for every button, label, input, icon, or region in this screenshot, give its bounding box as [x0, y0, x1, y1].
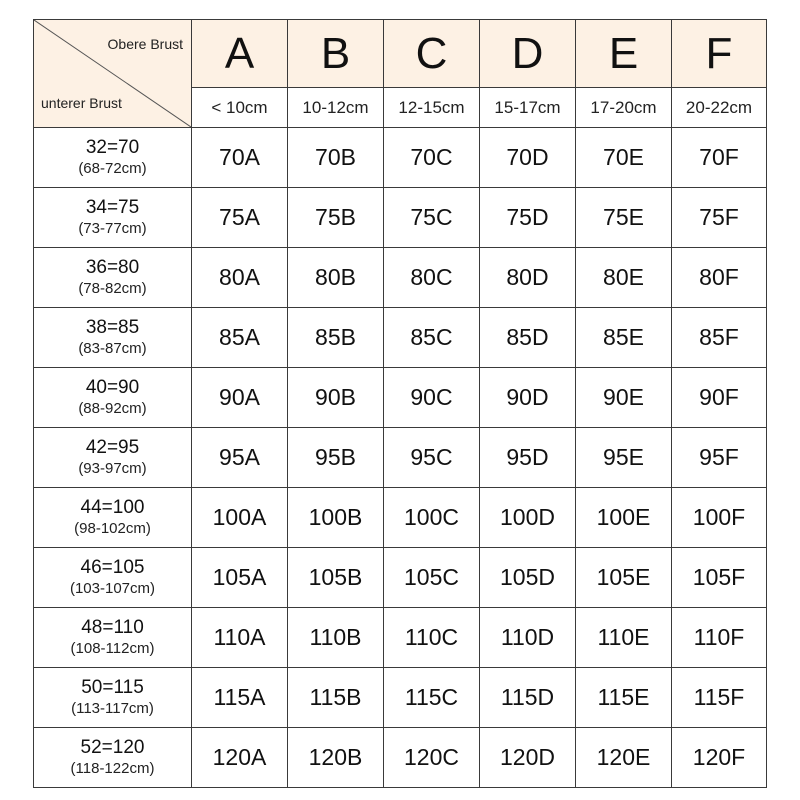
- band-range: (83-87cm): [78, 340, 147, 357]
- cup-letter-row: [34, 20, 767, 88]
- size-cell: 80B: [288, 248, 384, 308]
- band-size-cell: [34, 548, 192, 608]
- size-cell: 115A: [192, 668, 288, 728]
- band-size: 42=95: [85, 437, 140, 459]
- size-cell: 100C: [384, 488, 480, 548]
- band-size-cell: [34, 308, 192, 368]
- band-size-cell: [34, 248, 192, 308]
- band-range: (113-117cm): [71, 700, 154, 717]
- band-range: (103-107cm): [69, 580, 156, 597]
- table-row: [34, 128, 767, 188]
- band-size: 52=120: [80, 737, 145, 759]
- size-cell: 95A: [192, 428, 288, 488]
- size-cell: 70E: [576, 128, 672, 188]
- size-cell: 85F: [672, 308, 767, 368]
- size-cell: 90A: [192, 368, 288, 428]
- size-cell: 75C: [384, 188, 480, 248]
- cup-range: 15-17cm: [480, 88, 576, 128]
- size-cell: 70C: [384, 128, 480, 188]
- band-range: (93-97cm): [78, 460, 147, 477]
- size-cell: 115F: [672, 668, 767, 728]
- band-range: (78-82cm): [78, 280, 147, 297]
- size-cell: 95B: [288, 428, 384, 488]
- size-cell: 120F: [672, 728, 767, 788]
- size-cell: 105C: [384, 548, 480, 608]
- cup-letter: D: [480, 20, 576, 88]
- size-cell: 85A: [192, 308, 288, 368]
- cup-range: 17-20cm: [576, 88, 672, 128]
- size-cell: 85B: [288, 308, 384, 368]
- size-cell: 115E: [576, 668, 672, 728]
- cup-range: 10-12cm: [288, 88, 384, 128]
- under-bust-label: unterer Brust: [41, 95, 122, 111]
- size-cell: 90F: [672, 368, 767, 428]
- size-cell: 115C: [384, 668, 480, 728]
- table-row: [34, 608, 767, 668]
- size-cell: 100F: [672, 488, 767, 548]
- size-cell: 95D: [480, 428, 576, 488]
- band-range: (108-112cm): [70, 640, 155, 657]
- size-cell: 85C: [384, 308, 480, 368]
- cup-range: 20-22cm: [672, 88, 767, 128]
- size-cell: 105E: [576, 548, 672, 608]
- size-cell: 70F: [672, 128, 767, 188]
- size-cell: 120A: [192, 728, 288, 788]
- band-range: (73-77cm): [78, 220, 147, 237]
- cup-letter: C: [384, 20, 480, 88]
- band-size: 44=100: [80, 497, 145, 519]
- table-body: [34, 128, 767, 788]
- size-cell: 120D: [480, 728, 576, 788]
- bra-size-table: [33, 19, 767, 788]
- cup-letter: E: [576, 20, 672, 88]
- band-size: 36=80: [85, 257, 140, 279]
- size-cell: 90C: [384, 368, 480, 428]
- size-cell: 105F: [672, 548, 767, 608]
- size-cell: 85D: [480, 308, 576, 368]
- size-cell: 105D: [480, 548, 576, 608]
- size-cell: 100E: [576, 488, 672, 548]
- table-row: [34, 428, 767, 488]
- band-size-cell: [34, 128, 192, 188]
- size-cell: 115D: [480, 668, 576, 728]
- upper-bust-label: Obere Brust: [107, 36, 183, 52]
- size-cell: 90D: [480, 368, 576, 428]
- size-cell: 95C: [384, 428, 480, 488]
- size-cell: 80F: [672, 248, 767, 308]
- size-cell: 80C: [384, 248, 480, 308]
- size-cell: 120B: [288, 728, 384, 788]
- band-size: 34=75: [85, 197, 140, 219]
- band-size: 38=85: [85, 317, 140, 339]
- band-size-cell: [34, 728, 192, 788]
- size-cell: 95F: [672, 428, 767, 488]
- band-size-cell: [34, 368, 192, 428]
- cup-letter: A: [192, 20, 288, 88]
- size-cell: 80D: [480, 248, 576, 308]
- size-cell: 115B: [288, 668, 384, 728]
- table-row: [34, 368, 767, 428]
- table-row: [34, 308, 767, 368]
- table-row: [34, 668, 767, 728]
- size-cell: 100B: [288, 488, 384, 548]
- band-range: (88-92cm): [78, 400, 147, 417]
- cup-range: < 10cm: [192, 88, 288, 128]
- size-cell: 75B: [288, 188, 384, 248]
- table-header: [34, 20, 767, 128]
- band-size-cell: [34, 668, 192, 728]
- table-row: [34, 188, 767, 248]
- size-cell: 110D: [480, 608, 576, 668]
- size-cell: 110C: [384, 608, 480, 668]
- cup-letter: F: [672, 20, 767, 88]
- table-row: [34, 488, 767, 548]
- size-cell: 80E: [576, 248, 672, 308]
- size-cell: 80A: [192, 248, 288, 308]
- size-cell: 75D: [480, 188, 576, 248]
- table-row: [34, 728, 767, 788]
- size-cell: 95E: [576, 428, 672, 488]
- size-cell: 75F: [672, 188, 767, 248]
- size-cell: 105B: [288, 548, 384, 608]
- band-size: 40=90: [85, 377, 140, 399]
- cup-letter: B: [288, 20, 384, 88]
- size-cell: 75A: [192, 188, 288, 248]
- size-cell: 120E: [576, 728, 672, 788]
- band-size-cell: [34, 428, 192, 488]
- size-cell: 70B: [288, 128, 384, 188]
- band-size: 32=70: [85, 137, 140, 159]
- corner-header-cell: [34, 20, 192, 128]
- size-cell: 85E: [576, 308, 672, 368]
- table-row: [34, 548, 767, 608]
- band-range: (98-102cm): [74, 520, 151, 537]
- size-cell: 70D: [480, 128, 576, 188]
- size-cell: 90B: [288, 368, 384, 428]
- size-cell: 100D: [480, 488, 576, 548]
- table-row: [34, 248, 767, 308]
- size-cell: 75E: [576, 188, 672, 248]
- band-size: 48=110: [81, 617, 144, 639]
- size-cell: 100A: [192, 488, 288, 548]
- band-size: 50=115: [81, 677, 144, 699]
- band-size-cell: [34, 608, 192, 668]
- size-cell: 110B: [288, 608, 384, 668]
- band-size-cell: [34, 488, 192, 548]
- size-cell: 90E: [576, 368, 672, 428]
- band-size-cell: [34, 188, 192, 248]
- size-cell: 105A: [192, 548, 288, 608]
- band-range: (68-72cm): [78, 160, 147, 177]
- band-range: (118-122cm): [70, 760, 155, 777]
- size-cell: 110F: [672, 608, 767, 668]
- size-cell: 70A: [192, 128, 288, 188]
- size-cell: 110A: [192, 608, 288, 668]
- cup-range: 12-15cm: [384, 88, 480, 128]
- size-cell: 110E: [576, 608, 672, 668]
- band-size: 46=105: [80, 557, 145, 579]
- size-cell: 120C: [384, 728, 480, 788]
